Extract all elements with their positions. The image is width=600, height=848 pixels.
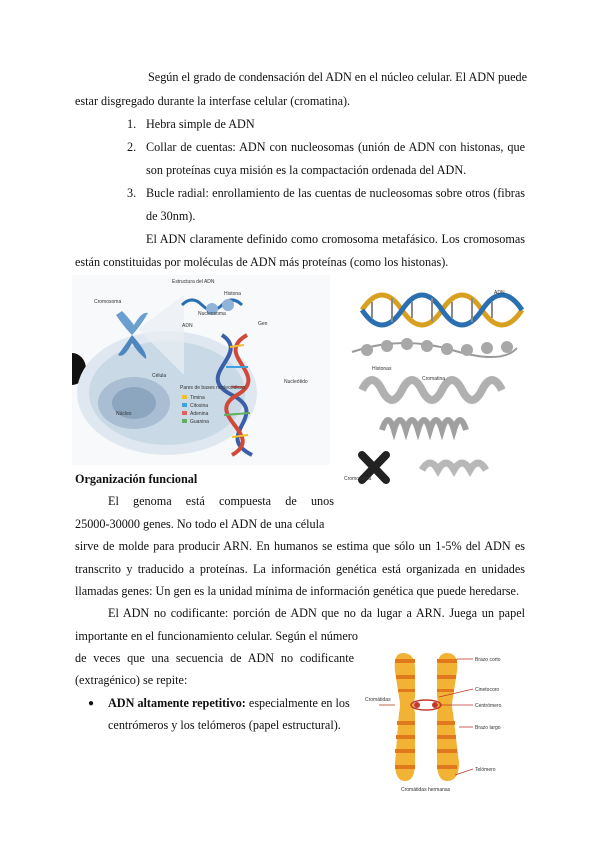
figure3-label: Cromátidas <box>365 697 391 703</box>
bullet-rest: especialmente en los <box>245 696 350 710</box>
section-p2-line-4: (extragénico) se repite: <box>75 673 188 687</box>
figure1-label: Cromosoma <box>94 299 122 305</box>
figure2-label: Cromatina <box>422 376 446 382</box>
figure2-label: ADN <box>494 290 505 296</box>
section-p1-line-5: llamadas genes: Un gen es la unidad mínima de información genética que puede heredarse. <box>75 584 519 598</box>
section-heading: Organización funcional <box>75 472 198 486</box>
list-item-2-line-2: son proteínas cuya misión es la compactación ordenada del ADN. <box>146 163 467 177</box>
intro-line-2: estar disgregado durante la interfase celular (cromatina). <box>75 94 351 108</box>
figure3-label: Cinetocoro <box>475 687 500 693</box>
bullet-line-2: centrómeros y los telómeros (papel estructural). <box>108 718 341 732</box>
chromatin-condensation-figure <box>342 280 525 485</box>
figure3-label: Brazo corto <box>475 657 501 663</box>
list-item-2-line-1: Collar de cuentas: ADN con nucleosomas (unión de ADN con histonas, que <box>146 140 525 154</box>
figure2-label: Cromosoma <box>344 476 372 482</box>
para2-line-2: están constituidas por moléculas de ADN más proteínas (como los histonas). <box>75 255 449 269</box>
bullet-bold: ADN altamente repetitivo: <box>108 696 246 710</box>
figure1-label: Nucleosoma <box>198 311 226 317</box>
list-number: 3. <box>127 186 137 200</box>
section-p1-line-2: 25000-30000 genes. No todo el ADN de una célula <box>75 517 325 531</box>
figure1-label: Citosina <box>190 403 209 409</box>
chromosome-structure-figure <box>365 645 525 793</box>
intro-line-1: Según el grado de condensación del ADN en el núcleo celular. El ADN puede <box>148 70 528 84</box>
figure1-label: Adenina <box>190 411 209 417</box>
figure1-title: Estructura del ADN <box>172 279 215 285</box>
figure1-label: Célula <box>152 373 167 379</box>
section-p2-line-3: de veces que una secuencia de ADN no codificante <box>75 651 354 665</box>
figure3-label: Cromátidas hermanas <box>401 787 451 793</box>
figure3-label: Brazo largo <box>475 725 501 731</box>
bullet-icon: ● <box>88 698 95 709</box>
section-p2-line-2: importante en el funcionamiento celular. Según el número <box>75 629 358 643</box>
section-p2-line-1: El ADN no codificante: porción de ADN que no da lugar a ARN. Juega un papel <box>108 606 525 620</box>
figure3-label: Centrómero <box>475 703 502 709</box>
section-p1-line-1: El genoma está compuesta de unos <box>108 494 334 508</box>
list-item-3-line-2: de 30nm). <box>146 209 196 223</box>
dna-structure-figure <box>72 275 330 465</box>
list-number: 1. <box>127 117 137 131</box>
section-p1-line-3: sirve de molde para producir ARN. En humanos se estima que sólo un 1-5% del ADN es <box>75 539 525 553</box>
figure1-label: Timina <box>190 395 205 401</box>
list-number: 2. <box>127 140 137 154</box>
section-p1-line-4: transcrito y traducido a proteínas. La información genética está organizada en unidades <box>75 562 525 576</box>
figure1-label: ADN <box>182 323 193 329</box>
figure1-label: Gen <box>258 321 268 327</box>
bullet-line-1 <box>108 696 350 711</box>
figure1-label: Pares de bases nucleotídicas <box>180 385 246 391</box>
figure1-label: Nucleótido <box>284 379 308 385</box>
para2-line-1: El ADN claramente definido como cromosoma metafásico. Los cromosomas <box>146 232 525 246</box>
list-item-3-line-1: Bucle radial: enrollamiento de las cuentas de nucleosomas sobre otros (fibras <box>146 186 525 200</box>
figure1-label: Guanina <box>190 419 209 425</box>
figure3-label: Telómero <box>475 767 496 773</box>
figure1-label: Núcleo <box>116 411 132 417</box>
list-item-1: Hebra simple de ADN <box>146 117 255 131</box>
figure1-label: Histona <box>224 291 241 297</box>
figure2-label: Histonas <box>372 366 392 372</box>
